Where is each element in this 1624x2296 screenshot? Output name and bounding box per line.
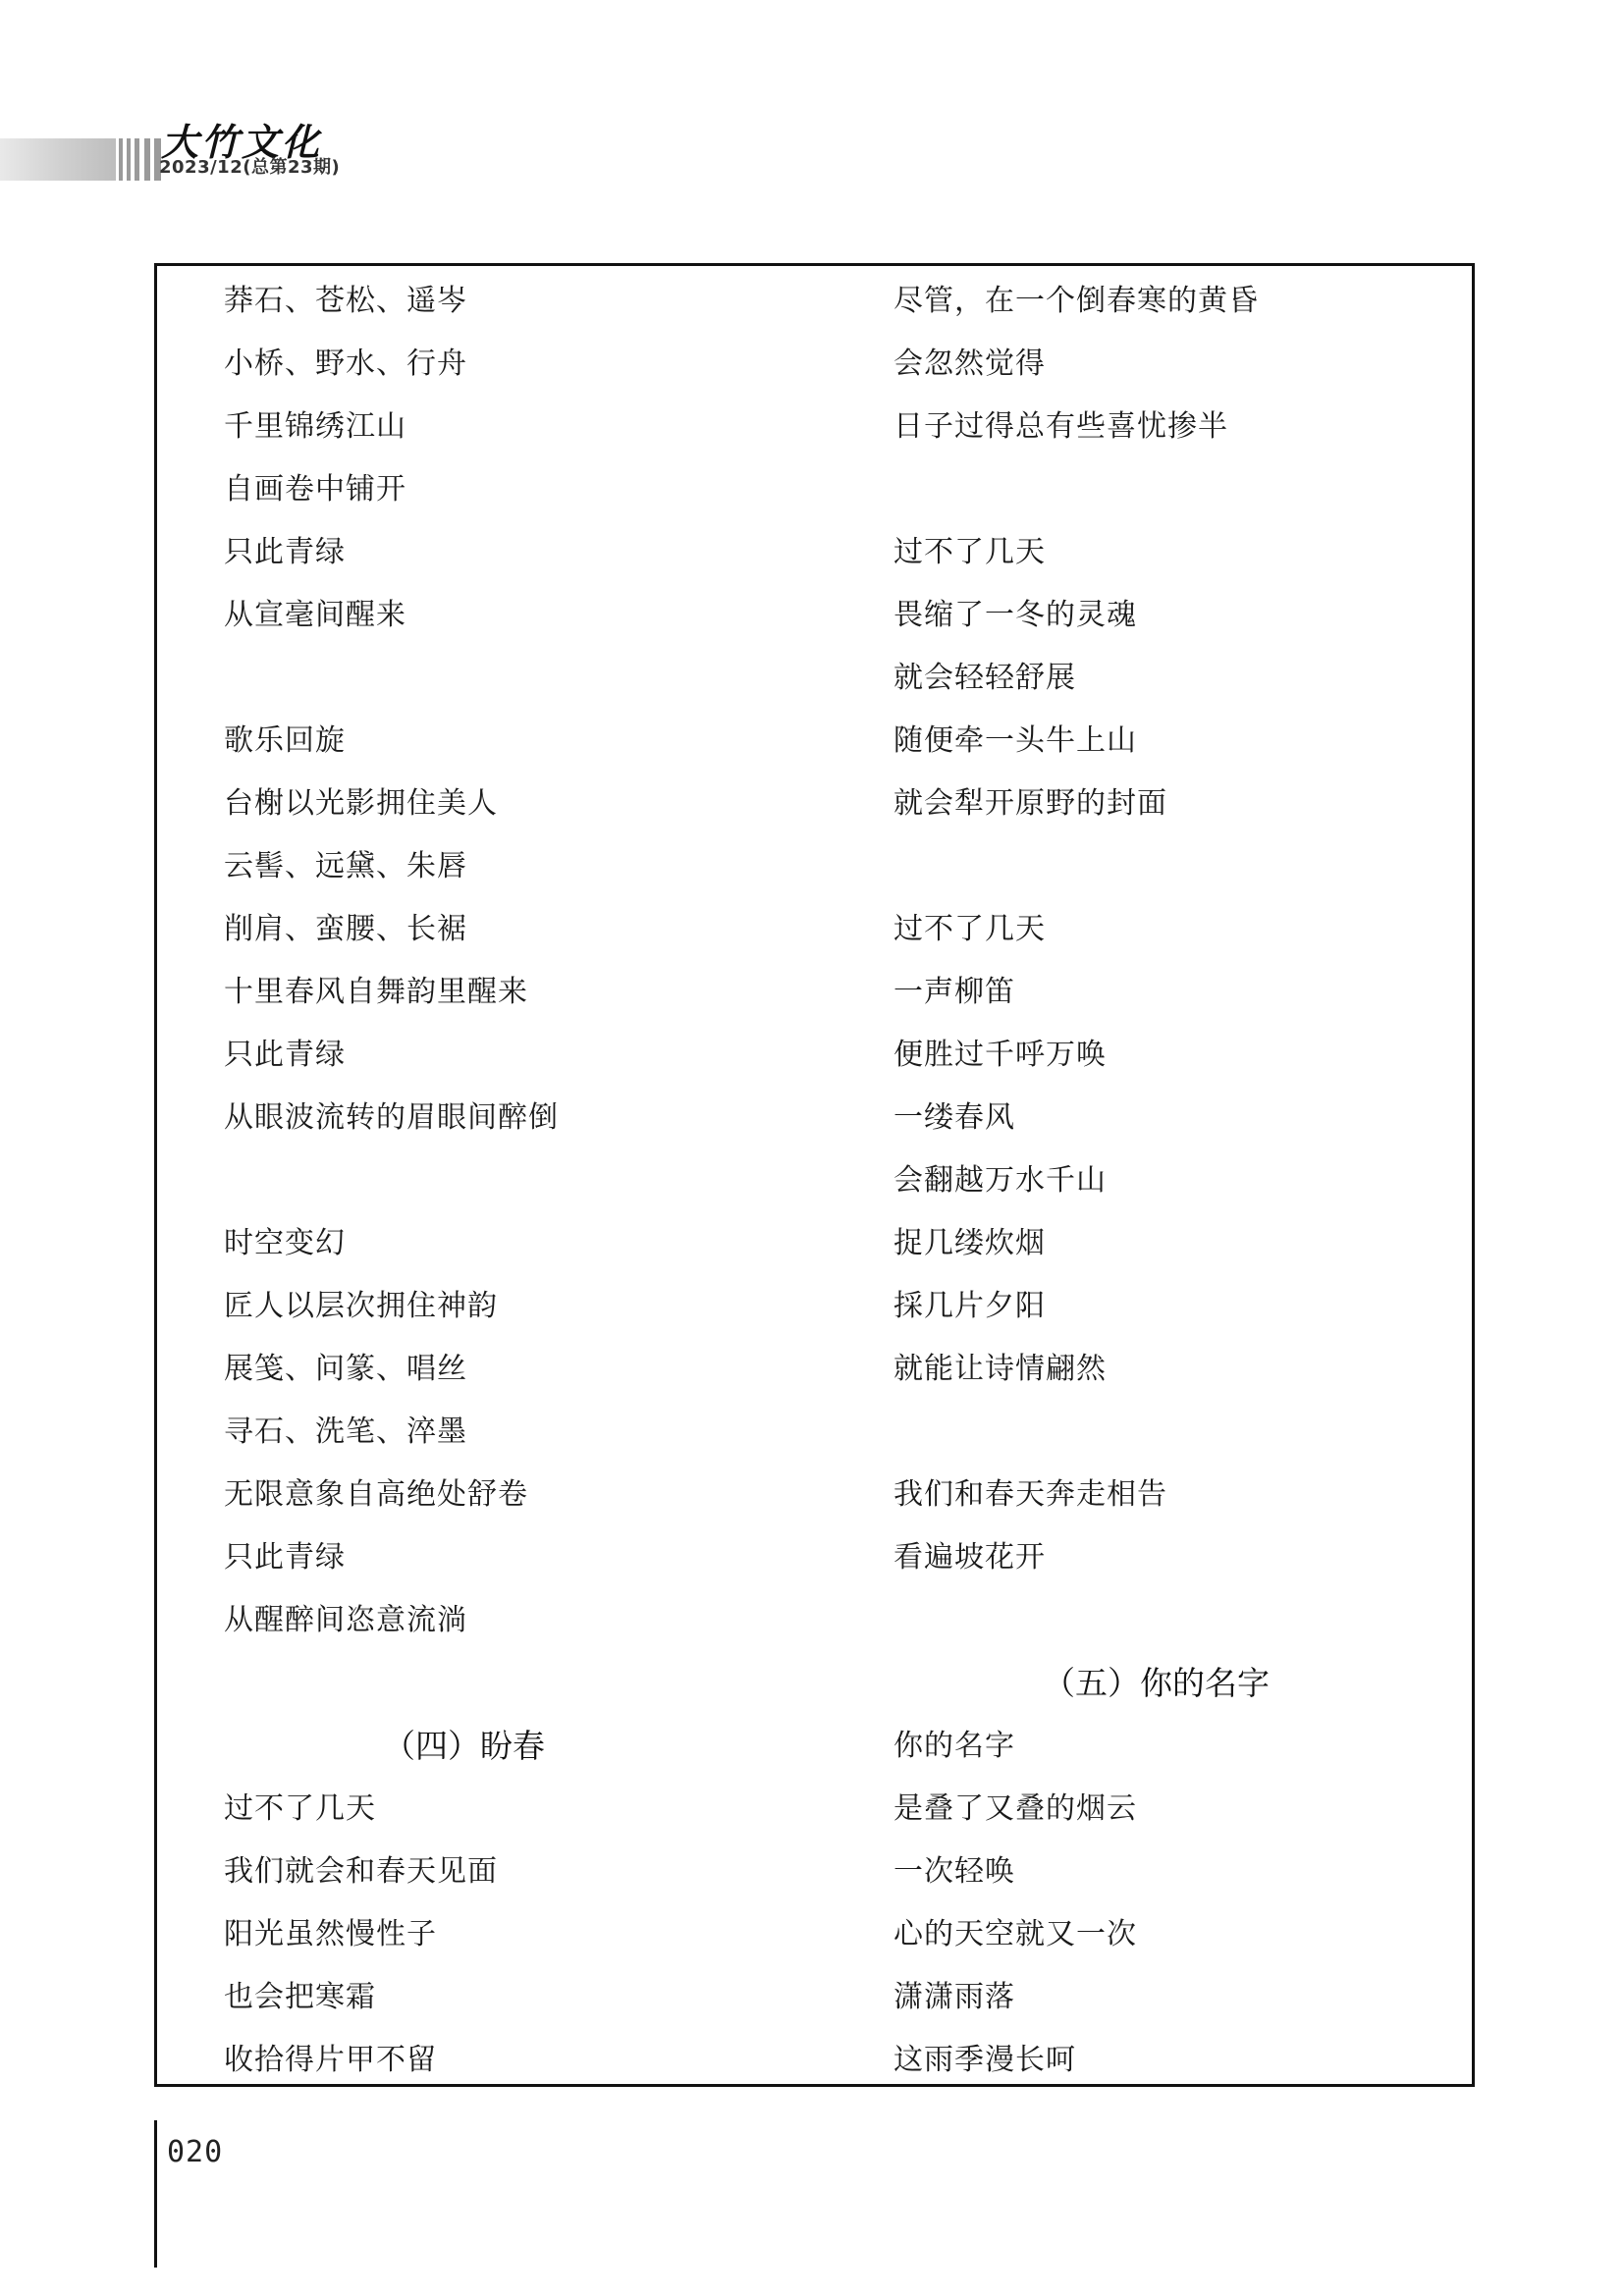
poem-line: 收拾得片甲不留 (224, 2043, 437, 2077)
poem-line: 云髻、远黛、朱唇 (224, 849, 467, 883)
poem-line: 过不了几天 (893, 535, 1046, 569)
poem-line: 十里春风自舞韵里醒来 (224, 975, 528, 1009)
stanza-break (224, 1149, 803, 1212)
right-column (893, 266, 1443, 2092)
poem-line: 就会轻轻舒展 (893, 661, 1076, 695)
poem-line: 时空变幻 (224, 1226, 346, 1260)
poem-line: 自画卷中铺开 (224, 472, 406, 507)
poem-line: 一次轻唤 (893, 1854, 1015, 1889)
poem-line: 展笺、问篆、唱丝 (224, 1352, 467, 1386)
poem-line: 尽管，在一个倒春寒的黄昏 (893, 284, 1259, 318)
poem-line: 歌乐回旋 (224, 723, 346, 758)
poem-line: 看遍坡花开 (893, 1540, 1046, 1575)
poem-line: 从宣毫间醒来 (224, 598, 406, 632)
poem-line: 是叠了又叠的烟云 (893, 1791, 1137, 1826)
poem-line: 无限意象自高绝处舒卷 (224, 1477, 528, 1512)
stanza-break (893, 1589, 1443, 1652)
magazine-title: 大竹文化 (161, 121, 323, 164)
stanza-break (893, 1401, 1443, 1464)
footer-rule (154, 2120, 157, 2268)
poem-line: 小桥、野水、行舟 (224, 347, 467, 381)
stanza-break (224, 1652, 803, 1715)
header-gray-bar (0, 138, 116, 181)
left-column (224, 266, 803, 2092)
poem-line: 过不了几天 (893, 912, 1046, 946)
poem-line: 只此青绿 (224, 1038, 346, 1072)
poem-line: 这雨季漫长呵 (893, 2043, 1076, 2077)
poem-line: 从醒醉间恣意流淌 (224, 1603, 467, 1637)
stanza-break (224, 647, 803, 710)
section-heading: （五）你的名字 (1043, 1664, 1270, 1702)
stanza-break (893, 458, 1443, 521)
poem-line: 便胜过千呼万唤 (893, 1038, 1107, 1072)
stanza-break (893, 835, 1443, 898)
poem-line: 就会犁开原野的封面 (893, 786, 1167, 821)
section-heading: （四）盼春 (383, 1727, 545, 1765)
poem-line: 我们和春天奔走相告 (893, 1477, 1167, 1512)
poem-line: 你的名字 (893, 1729, 1015, 1763)
poem-line: 捉几缕炊烟 (893, 1226, 1046, 1260)
poem-line: 一声柳笛 (893, 975, 1015, 1009)
poem-line: 台榭以光影拥住美人 (224, 786, 498, 821)
poem-line: 只此青绿 (224, 1540, 346, 1575)
poem-line: 从眼波流转的眉眼间醉倒 (224, 1100, 559, 1135)
poem-line: 只此青绿 (224, 535, 346, 569)
poem-line: 採几片夕阳 (893, 1289, 1046, 1323)
header-stripes (119, 138, 163, 181)
poem-line: 随便牵一头牛上山 (893, 723, 1137, 758)
poem-line: 一缕春风 (893, 1100, 1015, 1135)
poem-line: 莽石、苍松、遥岑 (224, 284, 467, 318)
page-number: 020 (167, 2135, 224, 2169)
poem-line: 匠人以层次拥住神韵 (224, 1289, 498, 1323)
poem-line: 过不了几天 (224, 1791, 376, 1826)
poem-line: 会忽然觉得 (893, 347, 1046, 381)
content-frame (154, 263, 1475, 2087)
issue-label: 2023/12(总第23期) (159, 157, 341, 178)
poem-line: 寻石、洗笔、淬墨 (224, 1415, 467, 1449)
poem-line: 日子过得总有些喜忧掺半 (893, 409, 1228, 444)
poem-line: 阳光虽然慢性子 (224, 1917, 437, 1951)
poem-line: 削肩、蛮腰、长裾 (224, 912, 467, 946)
poem-line: 潇潇雨落 (893, 1980, 1015, 2014)
poem-line: 也会把寒霜 (224, 1980, 376, 2014)
poem-line: 畏缩了一冬的灵魂 (893, 598, 1137, 632)
poem-line: 千里锦绣江山 (224, 409, 406, 444)
poem-line: 心的天空就又一次 (893, 1917, 1137, 1951)
poem-line: 会翻越万水千山 (893, 1163, 1107, 1198)
poem-line: 我们就会和春天见面 (224, 1854, 498, 1889)
poem-line: 就能让诗情翩然 (893, 1352, 1107, 1386)
